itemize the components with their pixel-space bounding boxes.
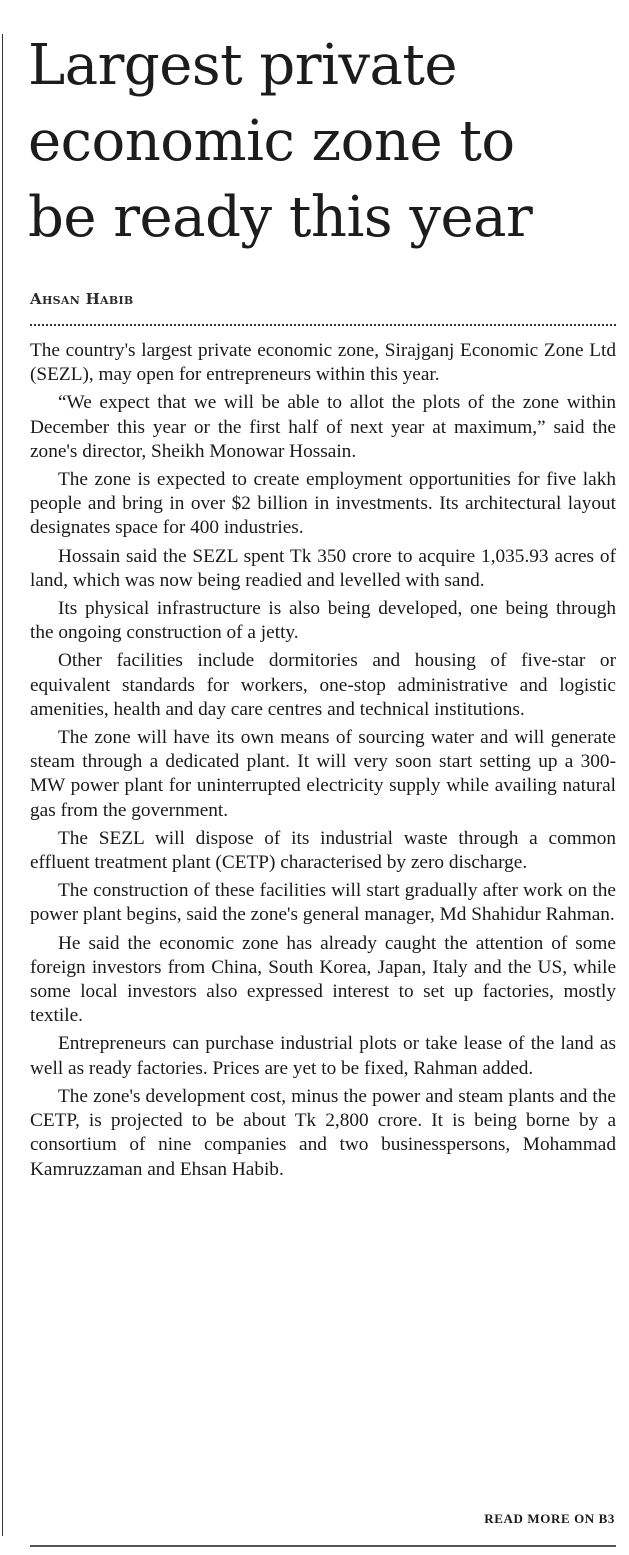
- headline: [28, 28, 626, 256]
- paragraph: Its physical infrastructure is also being developed, one being through the ongoing construction of a jetty.: [30, 598, 616, 644]
- article-body: [30, 339, 616, 1186]
- headline-line: Largest private: [28, 33, 458, 98]
- column-divider: [2, 34, 3, 1536]
- paragraph: He said the economic zone has already caught the attention of some foreign investors from China, South Korea, Japan, Italy and the US, while some local investors also expressed interest to set up factories, mostly textile.: [30, 932, 616, 1027]
- paragraph: Hossain said the SEZL spent Tk 350 crore to acquire 1,035.93 acres of land, which was now being readied and levelled with sand.: [30, 545, 616, 591]
- headline-line: be ready this year: [28, 185, 533, 250]
- paragraph: The zone's development cost, minus the power and steam plants and the CETP, is projected to be about Tk 2,800 crore. It is being borne by a consortium of nine companies and two businesspersons, Mohammad Kamruzzaman and Ehsan Habib.: [30, 1085, 616, 1180]
- read-more-link[interactable]: READ MORE ON B3: [484, 1511, 615, 1526]
- headline-line: economic zone to: [28, 109, 515, 174]
- paragraph: “We expect that we will be able to allot the plots of the zone within December this year or the first half of next year at maximum,” said the zone's director, Sheikh Monowar Hossain.: [30, 392, 616, 462]
- paragraph: Other facilities include dormitories and housing of five-star or equivalent standards for workers, one-stop administrative and logistic amenities, health and day care centres and technical institutions.: [30, 650, 616, 720]
- paragraph: The SEZL will dispose of its industrial waste through a common effluent treatment plant (CETP) characterised by zero discharge.: [30, 827, 616, 874]
- paragraph: Entrepreneurs can purchase industrial plots or take lease of the land as well as ready factories. Prices are yet to be fixed, Rahman added.: [30, 1033, 616, 1079]
- byline: Ahsan Habib: [30, 290, 134, 308]
- paragraph: The country's largest private economic zone, Sirajganj Economic Zone Ltd (SEZL), may open for entrepreneurs within this year.: [30, 340, 616, 386]
- paragraph: The zone is expected to create employment opportunities for five lakh people and bring in over $2 billion in investments. Its architectural layout designates space for 400 industries.: [30, 469, 616, 539]
- paragraph: The zone will have its own means of sourcing water and will generate steam through a dedicated plant. It will very soon start setting up a 300-MW power plant for uninterrupted electricity supply while availing natural gas from the government.: [30, 727, 616, 821]
- paragraph: The construction of these facilities will start gradually after work on the power plant begins, said the zone's general manager, Md Shahidur Rahman.: [30, 880, 616, 926]
- bottom-divider: [30, 1545, 616, 1547]
- dotted-divider: [30, 324, 616, 326]
